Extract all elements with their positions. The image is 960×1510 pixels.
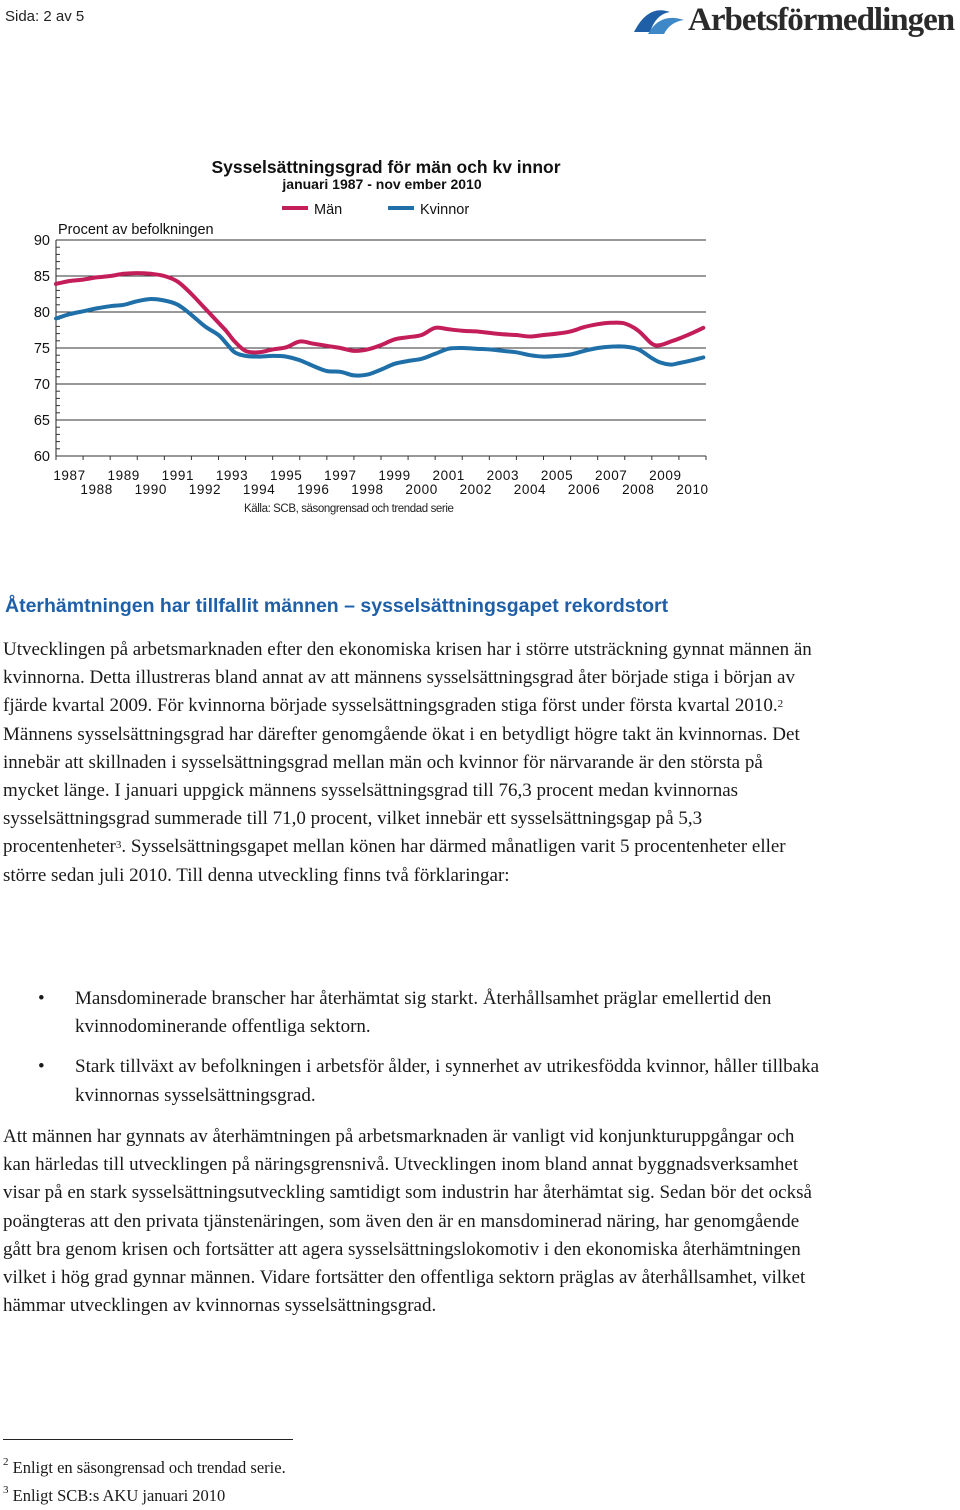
arbetsformedlingen-logo (630, 2, 960, 46)
y-tick-label: 90 (33, 233, 50, 249)
logo-mark-icon (630, 2, 690, 46)
footnote-divider (3, 1439, 293, 1440)
bullet-icon: • (38, 988, 45, 1009)
legend-label-women: Kvinnor (420, 202, 470, 218)
list-item (0, 985, 820, 1041)
chart-source: Källa: SCB, säsongrensad och trendad serie (244, 503, 454, 515)
paragraph-1-part-c: . Sysselsättningsgapet mellan könen har därmed månatligen varit 5 procentenheter eller större sedan juli 2010. Till denna utveckling finns två förklaringar: (3, 836, 786, 886)
series-line-women (56, 299, 703, 376)
list-item-text: Mansdominerade branscher har återhämtat sig starkt. Återhållsamhet präglar emellertid den kvinnodominerande offentliga sektorn. (75, 988, 772, 1038)
chart-title: Sysselsättningsgrad för män och kv innor (211, 157, 561, 177)
footnote-ref-3[interactable]: 3 (115, 839, 122, 852)
x-tick-label: 1988 (80, 482, 113, 497)
y-tick-label: 65 (33, 413, 50, 429)
x-tick-label: 1996 (297, 482, 330, 497)
section-heading: Återhämtningen har tillfallit männen – sysselsättningsgapet rekordstort (5, 595, 669, 617)
x-tick-label: 1994 (242, 482, 276, 497)
paragraph-1-part-a: Utvecklingen på arbetsmarknaden efter den ekonomiska krisen har i större utsträckning gynnat männen än kvinnorna. Detta illustreras bland annat av att männens sysselsättningsgrad åter började stiga i början av fjärde kvartal 2009. För kvinnorna började sysselsättningsgraden stiga först under första kvartal 2010. (3, 639, 812, 717)
footnote-number: 3 (3, 1484, 9, 1496)
x-tick-label: 2009 (649, 468, 682, 483)
chart-ylabel: Procent av befolkningen (58, 222, 214, 238)
paragraph-1 (3, 636, 818, 890)
x-tick-label: 1995 (269, 468, 303, 483)
footnote-text: Enligt en säsongrensad och trendad serie. (12, 1458, 286, 1477)
footnote-text: Enligt SCB:s AKU januari 2010 (12, 1486, 226, 1505)
x-tick-label: 2001 (432, 468, 465, 483)
legend-label-men: Män (314, 202, 343, 218)
x-tick-label: 1997 (324, 468, 357, 483)
x-tick-label: 1987 (53, 468, 86, 483)
x-tick-label: 1990 (134, 482, 168, 497)
y-tick-label: 70 (33, 377, 50, 393)
x-tick-label: 2002 (459, 482, 493, 497)
x-tick-label: 2008 (622, 482, 655, 497)
y-tick-label: 60 (33, 449, 50, 465)
x-tick-label: 1991 (161, 468, 195, 483)
page-number: Sida: 2 av 5 (5, 8, 85, 25)
bullet-icon: • (38, 1056, 45, 1078)
x-tick-label: 2005 (540, 468, 574, 483)
x-tick-label: 2006 (567, 482, 601, 497)
employment-rate-chart (0, 150, 720, 530)
series-line-men (56, 273, 703, 352)
x-tick-label: 2000 (405, 482, 438, 497)
x-tick-label: 2004 (513, 482, 547, 497)
x-tick-label: 1993 (215, 468, 249, 483)
footnote-2 (3, 1458, 286, 1478)
x-tick-label: 2010 (676, 482, 709, 497)
chart-legend (282, 202, 469, 218)
list-item-text: Stark tillväxt av befolkningen i arbetsför ålder, i synnerhet av utrikesfödda kvinnor, håller tillbaka kvinnornas sysselsättningsgrad. (75, 1056, 820, 1106)
logo-wordmark: Arbetsförmedlingen (688, 2, 955, 38)
y-tick-label: 85 (33, 269, 50, 285)
y-tick-label: 80 (33, 305, 50, 321)
x-tick-label: 1992 (188, 482, 222, 497)
paragraph-2: Att männen har gynnats av återhämtningen på arbetsmarknaden är vanligt vid konjunkturuppgångar och kan härledas till utvecklingen på näringsgrensnivå. Utvecklingen inom bland annat byggnadsverksamhet visar på en stark sysselsättningsutveckling samtidigt som industrin har återhämtat sig. Sedan bör det också poängteras att den privata tjänstenäringen, som även den är en mansdominerad näring, har genomgående gått bra genom krisen och fortsätter att agera sysselsättningslokomotiv i den ekonomiska återhämtningen vilket i hög grad gynnar männen. Vidare fortsätter den offentliga sektorn präglas av återhållsamhet, vilket hämmar utvecklingen av kvinnornas sysselsättningsgrad. (3, 1126, 812, 1317)
x-tick-label: 2007 (594, 468, 628, 483)
footnote-ref-2[interactable]: 2 (777, 698, 784, 711)
x-tick-label: 1989 (107, 468, 140, 483)
footnote-number: 2 (3, 1456, 9, 1468)
footnote-3 (3, 1486, 225, 1506)
x-tick-label: 1999 (378, 468, 411, 483)
paragraph-1-part-b: Männens sysselsättningsgrad har därefter genomgående ökat i en betydligt högre takt än kvinnornas. Det innebär att skillnaden i sysselsättningsgrad mellan män och kvinnor för närvarande är den största på mycket länge. I januari uppgick männens sysselsättningsgrad till 76,3 procent medan kvinnornas sysselsättningsgrad summerade till 71,0 procent, vilket innebär ett sysselsättningsgap på 5,3 procentenheter (3, 723, 800, 858)
chart-subtitle: januari 1987 - nov ember 2010 (282, 176, 482, 192)
x-tick-label: 2003 (486, 468, 520, 483)
explanation-list (0, 985, 820, 1122)
list-item (0, 1053, 820, 1109)
x-tick-label: 1998 (351, 482, 384, 497)
y-tick-label: 75 (33, 341, 50, 357)
